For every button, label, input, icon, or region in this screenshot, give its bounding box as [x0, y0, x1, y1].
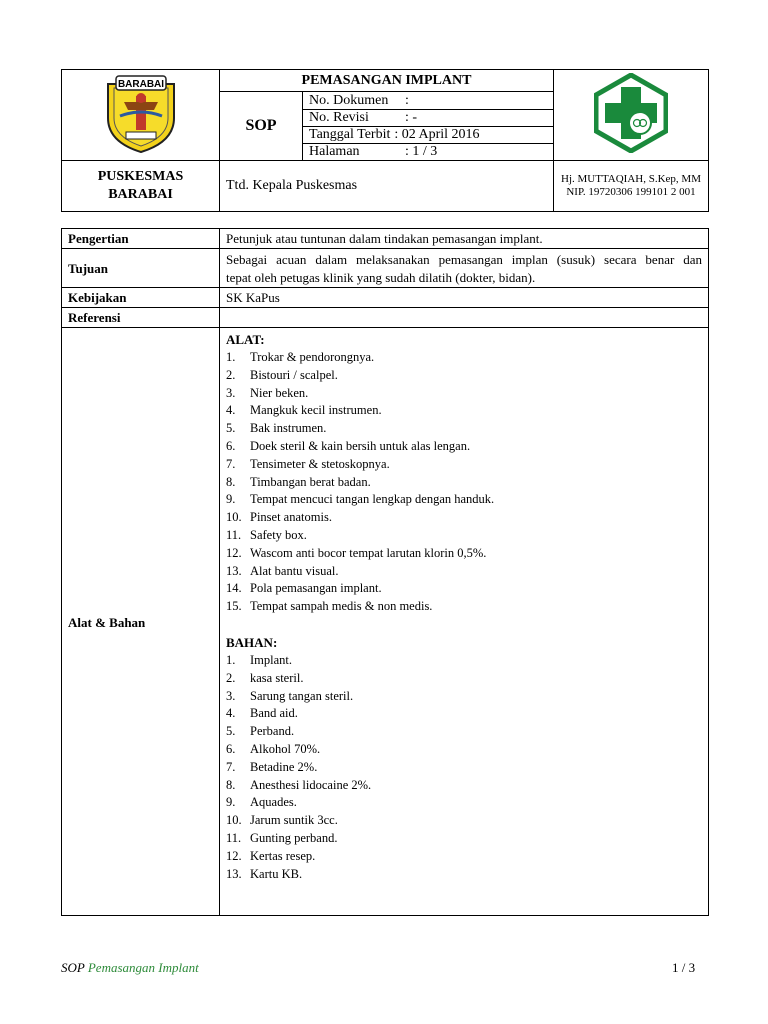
- row-label-referensi: Referensi: [62, 308, 220, 328]
- footer-doc-title: Pemasangan Implant: [87, 960, 199, 975]
- doc-info-tanggal: Tanggal Terbit : 02 April 2016: [303, 127, 554, 144]
- doc-info-revisi: No. Revisi : -: [303, 110, 554, 127]
- right-logo-cell: [554, 70, 709, 161]
- bahan-item: 12. Kertas resep.: [226, 848, 316, 863]
- signer-cell: [554, 161, 709, 212]
- org-line-2: BARABAI: [108, 187, 173, 202]
- footer-page-number: 1 / 3: [672, 960, 696, 975]
- row-label-tujuan: Tujuan: [62, 249, 220, 288]
- bahan-item: 2. kasa steril.: [226, 670, 304, 685]
- row-value-alat-bahan: [220, 328, 709, 916]
- bahan-item: 7. Betadine 2%.: [226, 759, 318, 774]
- alat-heading: ALAT:: [226, 332, 265, 347]
- alat-item: 8. Timbangan berat badan.: [226, 474, 371, 489]
- row-label-kebijakan: Kebijakan: [62, 288, 220, 308]
- signer-nip: NIP. 19720306 199101 2 001: [566, 186, 696, 198]
- bahan-item: 11. Gunting perband.: [226, 830, 338, 845]
- alat-item: 1. Trokar & pendorongnya.: [226, 350, 375, 364]
- alat-item: 3. Nier beken.: [226, 385, 309, 400]
- barabai-crest-icon: [100, 72, 182, 154]
- alat-item: 9. Tempat mencuci tangan lengkap dengan handuk.: [226, 492, 495, 507]
- alat-item: 14. Pola pemasangan implant.: [226, 581, 382, 596]
- footer-title: [61, 960, 199, 976]
- signature-label: Ttd. Kepala Puskesmas: [220, 161, 554, 212]
- alat-item: 2. Bistouri / scalpel.: [226, 367, 338, 382]
- svg-text:BARABAI: BARABAI: [117, 78, 164, 90]
- row-value-pengertian: Petunjuk atau tuntunan dalam tindakan pemasangan implant.: [220, 229, 709, 249]
- alat-item: 4. Mangkuk kecil instrumen.: [226, 403, 382, 418]
- puskesmas-cross-icon: [594, 73, 668, 153]
- bahan-item: 13. Kartu KB.: [226, 866, 303, 881]
- alat-item: 7. Tensimeter & stetoskopnya.: [226, 456, 390, 471]
- bahan-item: 10. Jarum suntik 3cc.: [226, 813, 338, 828]
- row-label-alat-bahan: Alat & Bahan: [62, 328, 220, 916]
- row-value-kebijakan: SK KaPus: [220, 288, 709, 308]
- sop-header-table: [61, 69, 709, 212]
- footer-prefix: SOP: [61, 960, 85, 975]
- alat-item: 5. Bak instrumen.: [226, 421, 327, 436]
- bahan-item: 5. Perband.: [226, 724, 295, 739]
- alat-item: 12. Wascom anti bocor tempat larutan klorin 0,5%.: [226, 545, 487, 560]
- bahan-item: 6. Alkohol 70%.: [226, 741, 321, 756]
- doc-info-halaman: Halaman : 1 / 3: [303, 144, 554, 161]
- row-value-referensi: [220, 308, 709, 328]
- doc-info-nomor: No. Dokumen :: [303, 92, 554, 110]
- row-value-tujuan: Sebagai acuan dalam melaksanakan pemasangan implan (susuk) secara benar dan tepat oleh petugas klinik yang sudah dilatih (dokter, bidan).: [220, 249, 709, 288]
- document-title: PEMASANGAN IMPLANT: [220, 70, 554, 92]
- alat-item: 13. Alat bantu visual.: [226, 563, 339, 578]
- alat-item: 10. Pinset anatomis.: [226, 510, 332, 525]
- left-logo-cell: [62, 70, 220, 161]
- bahan-item: 8. Anesthesi lidocaine 2%.: [226, 777, 372, 792]
- sop-label: SOP: [220, 92, 303, 161]
- alat-item: 11. Safety box.: [226, 527, 307, 542]
- bahan-item: 3. Sarung tangan steril.: [226, 688, 354, 703]
- row-label-pengertian: Pengertian: [62, 229, 220, 249]
- bahan-item: 1. Implant.: [226, 652, 293, 667]
- bahan-heading: BAHAN:: [226, 634, 278, 650]
- alat-list: [226, 349, 702, 616]
- bahan-list: [226, 652, 702, 883]
- signer-name: Hj. MUTTAQIAH, S.Kep, MM: [561, 173, 701, 185]
- bahan-item: 4. Band aid.: [226, 706, 298, 721]
- alat-item: 15. Tempat sampah medis & non medis.: [226, 599, 433, 614]
- org-line-1: PUSKESMAS: [97, 169, 184, 184]
- organization-name: [62, 161, 220, 212]
- bahan-item: 9. Aquades.: [226, 795, 297, 810]
- alat-item: 6. Doek steril & kain bersih untuk alas lengan.: [226, 438, 471, 453]
- sop-content-table: [61, 228, 709, 916]
